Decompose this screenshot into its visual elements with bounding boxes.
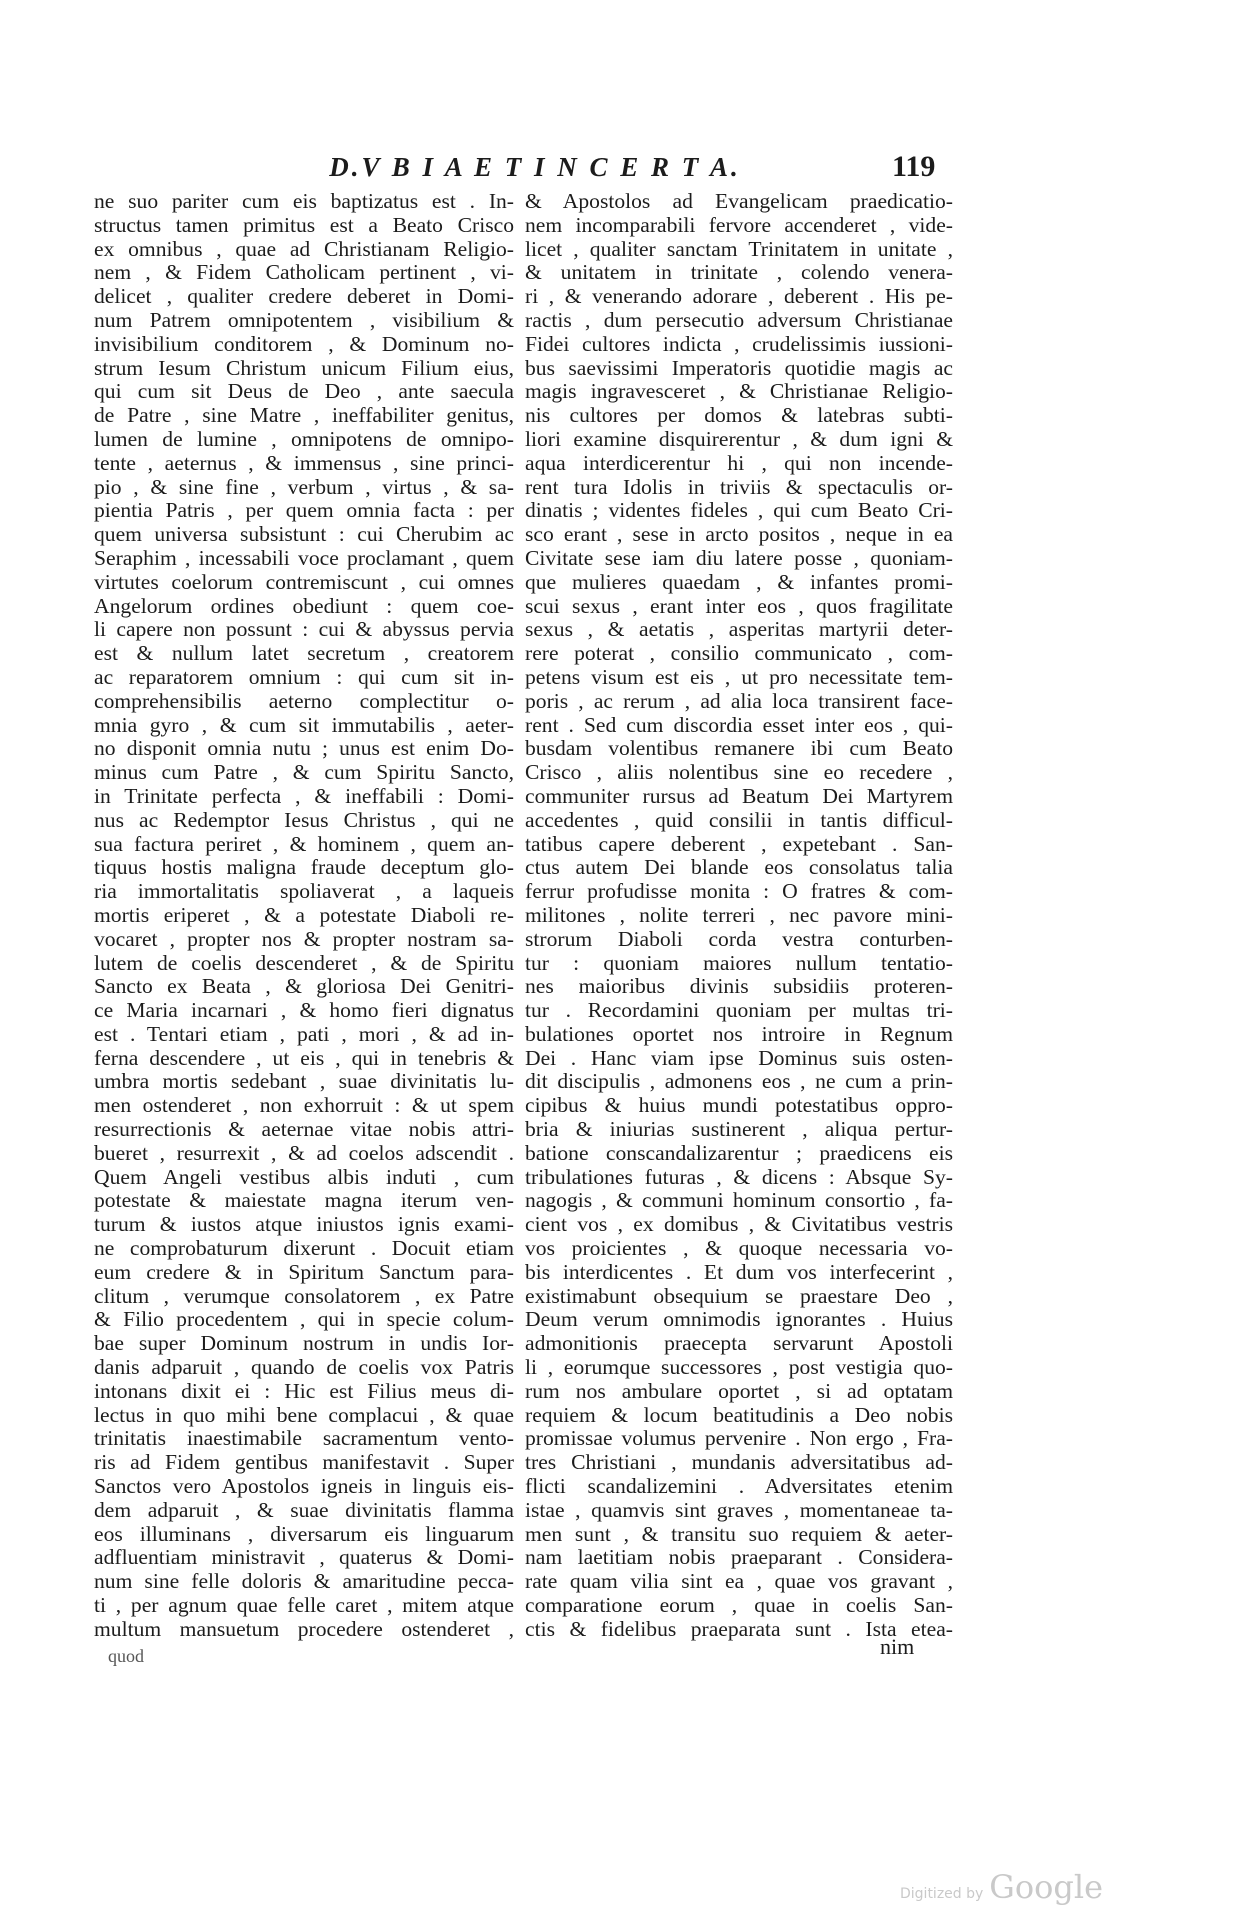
text-line: tur : quoniam maiores nullum tentatio-	[525, 951, 953, 975]
text-line: Angelorum ordines obediunt : quem coe-	[94, 594, 514, 618]
text-line: magis ingravesceret , & Christianae Religio-	[525, 380, 953, 404]
text-line: admonitionis praecepta servarunt Apostoli	[525, 1332, 953, 1356]
text-line: bus saevissimi Imperatoris quotidie magis ac	[525, 356, 953, 380]
text-line: nam laetitiam nobis praeparant . Considera-	[525, 1546, 953, 1570]
page-number: 119	[892, 150, 936, 183]
text-line: ferna descendere , ut eis , qui in tenebris &	[94, 1046, 514, 1070]
text-line: qui cum sit Deus de Deo , ante saecula	[94, 380, 514, 404]
watermark-logo-text: Google	[989, 1868, 1104, 1906]
text-line: poris , ac rerum , ad alia loca transirent face-	[525, 689, 953, 713]
text-line: Quem Angeli vestibus albis induti , cum	[94, 1165, 514, 1189]
text-line: vos proicientes , & quoque necessaria vo-	[525, 1237, 953, 1261]
catchword: nim	[880, 1634, 915, 1659]
text-line: comparatione eorum , quae in coelis San-	[525, 1594, 953, 1618]
text-line: strorum Diaboli corda vestra conturben-	[525, 927, 953, 951]
text-line: & Apostolos ad Evangelicam praedicatio-	[525, 190, 953, 213]
text-line: ctus autem Dei blande eos consolatus talia	[525, 856, 953, 880]
text-line: communiter rursus ad Beatum Dei Martyrem	[525, 784, 953, 808]
text-line: est . Tentari etiam , pati , mori , & ad in-	[94, 1022, 514, 1046]
text-line: mortis eriperet , & a potestate Diaboli re-	[94, 903, 514, 927]
text-line: sua factura periret , & hominem , quem an-	[94, 832, 514, 856]
text-line: ti , per agnum quae felle caret , mitem atque	[94, 1594, 514, 1618]
text-line: rum nos ambulare oportet , si ad optatam	[525, 1379, 953, 1403]
text-line: nagogis , & communi hominum consortio , fa-	[525, 1189, 953, 1213]
text-line: resurrectionis & aeternae vitae nobis attri-	[94, 1118, 514, 1142]
text-line: minus cum Patre , & cum Spiritu Sancto,	[94, 761, 514, 785]
text-line: sco erant , sese in arcto positos , neque in ea	[525, 523, 953, 547]
text-line: virtutes coelorum contremiscunt , cui omnes	[94, 570, 514, 594]
text-line: dit discipulis , admonens eos , ne cum a prin-	[525, 1070, 953, 1094]
text-line: nis cultores per domos & latebras subti-	[525, 404, 953, 428]
text-line: nus ac Redemptor Iesus Christus , qui ne	[94, 808, 514, 832]
text-line: multum mansuetum procedere ostenderet ,	[94, 1617, 514, 1641]
text-line: scui sexus , erant inter eos , quos fragilitate	[525, 594, 953, 618]
text-line: potestate & maiestate magna iterum ven-	[94, 1189, 514, 1213]
text-line: intonans dixit ei : Hic est Filius meus di-	[94, 1379, 514, 1403]
text-line: men ostenderet , non exhorruit : & ut spem	[94, 1094, 514, 1118]
left-catchword: quod	[108, 1646, 144, 1666]
text-line: delicet , qualiter credere deberet in Domi-	[94, 285, 514, 309]
text-line: busdam volentibus remanere ibi cum Beato	[525, 737, 953, 761]
text-line: adfluentiam ministravit , quaterus & Domi-	[94, 1546, 514, 1570]
text-line: invisibilium conditorem , & Dominum no-	[94, 332, 514, 356]
text-line: rent . Sed cum discordia esset inter eos , qui-	[525, 713, 953, 737]
text-line: bis interdicentes . Et dum vos interfecerint ,	[525, 1260, 953, 1284]
text-line: ne comprobaturum dixerunt . Docuit etiam	[94, 1237, 514, 1261]
text-line: nes maioribus divinis subsidiis proteren-	[525, 975, 953, 999]
text-line: bulationes oportet nos introire in Regnum	[525, 1022, 953, 1046]
text-line: aqua interdicerentur hi , qui non incende-	[525, 451, 953, 475]
text-line: petens visum est eis , ut pro necessitate tem-	[525, 665, 953, 689]
text-line: ce Maria incarnari , & homo fieri dignatus	[94, 999, 514, 1023]
text-line: ractis , dum persecutio adversum Christianae	[525, 308, 953, 332]
text-line: est & nullum latet secretum , creatorem	[94, 642, 514, 666]
text-line: strum Iesum Christum unicum Filium eius,	[94, 356, 514, 380]
text-line: de Patre , sine Matre , ineffabiliter genitus,	[94, 404, 514, 428]
text-line: no disponit omnia nutu ; unus est enim Do-	[94, 737, 514, 761]
text-line: promissae volumus pervenire . Non ergo , Fra-	[525, 1427, 953, 1451]
text-line: lutem de coelis descenderet , & de Spiritu	[94, 951, 514, 975]
text-line: num sine felle doloris & amaritudine pecca-	[94, 1570, 514, 1594]
text-line: tres Christiani , mundanis adversitatibus ad-	[525, 1451, 953, 1475]
text-line: in Trinitate perfecta , & ineffabili : Domi-	[94, 784, 514, 808]
text-line: eos illuminans , diversarum eis linguarum	[94, 1522, 514, 1546]
text-line: istae , quamvis sint graves , momentaneae ta-	[525, 1498, 953, 1522]
text-line: tatibus capere deberent , expetebant . San-	[525, 832, 953, 856]
text-line: comprehensibilis aeterno complectitur o-	[94, 689, 514, 713]
text-line: vocaret , propter nos & propter nostram sa-	[94, 927, 514, 951]
text-line: ex omnibus , quae ad Christianam Religio-	[94, 237, 514, 261]
text-line: cient vos , ex domibus , & Civitatibus vestris	[525, 1213, 953, 1237]
text-line: mnia gyro , & cum sit immutabilis , aeter-	[94, 713, 514, 737]
text-line: tur . Recordamini quoniam per multas tri-	[525, 999, 953, 1023]
text-line: lumen de lumine , omnipotens de omnipo-	[94, 427, 514, 451]
running-head: D.V B I A E T I N C E R T A.	[329, 152, 741, 182]
text-line: umbra mortis sedebant , suae divinitatis lu-	[94, 1070, 514, 1094]
text-line: liori examine disquirerentur , & dum igni &	[525, 427, 953, 451]
watermark-small-text: Digitized by	[900, 1886, 984, 1902]
right-text-column	[525, 190, 953, 1642]
text-line: flicti scandalizemini . Adversitates etenim	[525, 1475, 953, 1499]
text-line: ri , & venerando adorare , deberent . His pe-	[525, 285, 953, 309]
text-line: li , eorumque successores , post vestigia quo-	[525, 1356, 953, 1380]
text-line: Crisco , aliis nolentibus sine eo recedere ,	[525, 761, 953, 785]
text-line: existimabunt obsequium se praestare Deo ,	[525, 1284, 953, 1308]
text-line: eum credere & in Spiritum Sanctum para-	[94, 1260, 514, 1284]
text-line: ferrur profudisse monita : O fratres & com-	[525, 880, 953, 904]
text-line: Deum verum omnimodis ignorantes . Huius	[525, 1308, 953, 1332]
text-line: ac reparatorem omnium : qui cum sit in-	[94, 665, 514, 689]
text-line: dinatis ; videntes fideles , qui cum Beato Cri-	[525, 499, 953, 523]
text-line: ria immortalitatis spoliaverat , a laqueis	[94, 880, 514, 904]
text-line: men sunt , & transitu suo requiem & aeter-	[525, 1522, 953, 1546]
digitized-watermark	[900, 1868, 1103, 1906]
text-line: accedentes , quid consilii in tantis difficul-	[525, 808, 953, 832]
text-line: bae super Dominum nostrum in undis Ior-	[94, 1332, 514, 1356]
text-line: bria & iniurias sustinerent , aliqua pertur-	[525, 1118, 953, 1142]
text-line: tribulationes futuras , & dicens : Absque Sy-	[525, 1165, 953, 1189]
text-line: & unitatem in trinitate , colendo venera-	[525, 261, 953, 285]
text-line: Civitate sese iam diu latere posse , quoniam-	[525, 546, 953, 570]
text-line: nem , & Fidem Catholicam pertinent , vi-	[94, 261, 514, 285]
text-line: trinitatis inaestimabile sacramentum vento-	[94, 1427, 514, 1451]
text-line: li capere non possunt : cui & abyssus pervia	[94, 618, 514, 642]
text-line: Fidei cultores indicta , crudelissimis iussioni-	[525, 332, 953, 356]
text-line: & Filio procedentem , qui in specie colum-	[94, 1308, 514, 1332]
text-line: que mulieres quaedam , & infantes promi-	[525, 570, 953, 594]
text-line: pio , & sine fine , verbum , virtus , & sa-	[94, 475, 514, 499]
text-line: lectus in quo mihi bene complacui , & quae	[94, 1403, 514, 1427]
text-line: cipibus & huius mundi potestatibus oppro-	[525, 1094, 953, 1118]
text-line: pientia Patris , per quem omnia facta : per	[94, 499, 514, 523]
text-line: sexus , & aetatis , asperitas martyrii deter-	[525, 618, 953, 642]
text-line: Sancto ex Beata , & gloriosa Dei Genitri-	[94, 975, 514, 999]
text-line: bueret , resurrexit , & ad coelos adscendit .	[94, 1141, 514, 1165]
text-line: ris ad Fidem gentibus manifestavit . Super	[94, 1451, 514, 1475]
text-line: rate quam vilia sint ea , quae vos gravant ,	[525, 1570, 953, 1594]
text-line: quem universa subsistunt : cui Cherubim ac	[94, 523, 514, 547]
text-line: rent tura Idolis in triviis & spectaculis or-	[525, 475, 953, 499]
text-line: danis adparuit , quando de coelis vox Patris	[94, 1356, 514, 1380]
text-line: Seraphim , incessabili voce proclamant , quem	[94, 546, 514, 570]
text-line: num Patrem omnipotentem , visibilium &	[94, 308, 514, 332]
text-line: requiem & locum beatitudinis a Deo nobis	[525, 1403, 953, 1427]
text-line: licet , qualiter sanctam Trinitatem in unitate ,	[525, 237, 953, 261]
text-line: tiquus hostis maligna fraude deceptum glo-	[94, 856, 514, 880]
text-line: ne suo pariter cum eis baptizatus est . In-	[94, 190, 514, 213]
text-line: militones , nolite terreri , nec pavore mini-	[525, 903, 953, 927]
text-line: dem adparuit , & suae divinitatis flamma	[94, 1498, 514, 1522]
text-line: structus tamen primitus est a Beato Crisco	[94, 213, 514, 237]
text-line: Dei . Hanc viam ipse Dominus suis osten-	[525, 1046, 953, 1070]
text-line: turum & iustos atque iniustos ignis exami-	[94, 1213, 514, 1237]
text-line: batione conscandalizarentur ; praedicens eis	[525, 1141, 953, 1165]
text-line: Sanctos vero Apostolos igneis in linguis eis-	[94, 1475, 514, 1499]
left-text-column	[94, 190, 514, 1642]
text-line: clitum , verumque consolatorem , ex Patre	[94, 1284, 514, 1308]
text-line: ctis & fidelibus praeparata sunt . Ista etea-	[525, 1617, 953, 1641]
text-line: nem incomparabili fervore accenderet , vide-	[525, 213, 953, 237]
text-line: rere poterat , consilio communicato , com-	[525, 642, 953, 666]
text-line: tente , aeternus , & immensus , sine princi-	[94, 451, 514, 475]
